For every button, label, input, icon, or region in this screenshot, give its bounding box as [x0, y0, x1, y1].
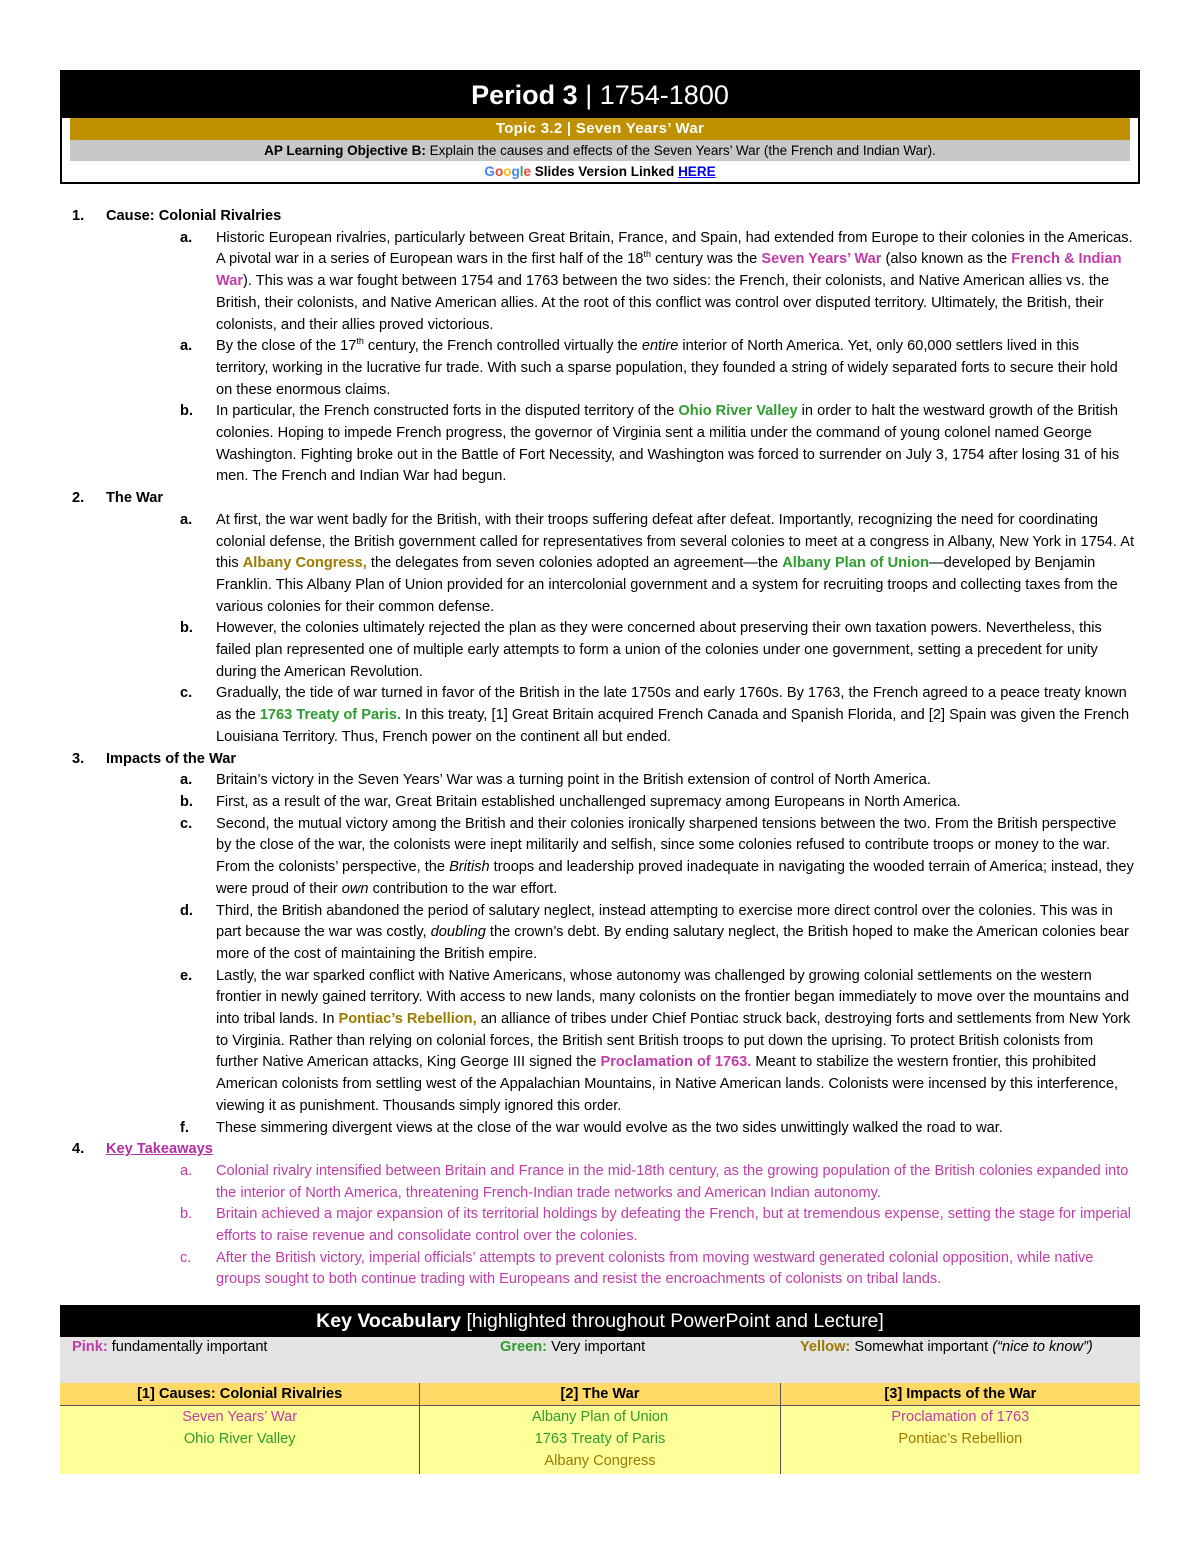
- item-text: ). This was a war fought between 1754 and 1763 between the two sides: the French, their colonists, and Native American allies vs. the British, their colonists, and Native American allies. At the root of this conflict was control over disputed territory. Ultimately, the British, their colonists, and their allies proved victorious.: [216, 273, 1110, 333]
- legend-green-text: Very important: [547, 1339, 646, 1355]
- list-item: [106, 228, 1134, 337]
- item-text: century was the: [651, 251, 762, 268]
- vocab-term: Albany Plan of Union: [531, 1409, 669, 1425]
- vocab-column-header: [3] Impacts of the War: [781, 1383, 1140, 1406]
- item-text: (also known as the: [881, 251, 1012, 268]
- key-term: Pontiac’s Rebellion,: [338, 1011, 477, 1028]
- list-item: [106, 1118, 1134, 1140]
- vocab-term: Albany Congress: [544, 1453, 656, 1469]
- vocab-column-1: [60, 1383, 420, 1474]
- key-vocabulary-table: [60, 1305, 1140, 1469]
- list-item: [106, 336, 1134, 401]
- list-item: [106, 401, 1134, 488]
- vocab-title-bold: Key Vocabulary: [316, 1310, 462, 1332]
- item-letter: f.: [180, 1119, 189, 1136]
- list-item: [106, 683, 1134, 748]
- item-text: These simmering divergent views at the close of the war would evolve as the two sides unwittingly walked the road to war.: [216, 1119, 1003, 1136]
- page-header: [60, 70, 1140, 184]
- item-text: century, the French controlled virtually the: [363, 338, 642, 355]
- title-separator: |: [585, 80, 593, 110]
- item-letter: b.: [180, 403, 193, 420]
- item-text: Lastly, the war sparked conflict with Native Americans, whose autonomy was challenged by growing colonial settlements on the western frontier in newly gained territory. With access to new lands, many colonists on the frontier began immediately to move over the mountains and into tribal lands. In: [216, 967, 1130, 1028]
- item-letter: d.: [180, 902, 193, 919]
- vocab-grid: [60, 1383, 1140, 1474]
- item-text: Colonial rivalry intensified between Britain and France in the mid-18th century, as the growing population of the British colonies expanded into the interior of North America, threatening French-Indian trade networks and American Indian autonomy.: [216, 1162, 1129, 1201]
- vocab-legend: [60, 1337, 1140, 1383]
- item-text: Gradually, the tide of war turned in favor of the British in the late 1750s and early 1760s. By 1763, the French agreed to a peace treaty known as the: [216, 685, 1127, 724]
- item-letter: b.: [180, 793, 193, 810]
- legend-yellow-note: (“nice to know”): [992, 1339, 1093, 1355]
- item-text: In this treaty, [1] Great Britain acquired French Canada and Spanish Florida, and [2] Spain was given the French Louisiana Territory. Thus, French power on the continent all but ended.: [216, 707, 1130, 745]
- vocab-term: Ohio River Valley: [183, 1431, 296, 1447]
- vocab-term: Proclamation of 1763: [891, 1409, 1030, 1425]
- topic-banner: Topic 3.2 | Seven Years’ War: [70, 118, 1130, 140]
- period-label: Period 3: [471, 80, 578, 110]
- vocab-column-2: [420, 1383, 780, 1474]
- legend-yellow-label: Yellow:: [800, 1339, 851, 1355]
- section-number: 2.: [72, 490, 85, 507]
- section-3: [66, 749, 1134, 1140]
- list-item: [106, 1161, 1134, 1204]
- item-text: entire: [641, 338, 679, 355]
- legend-pink: [60, 1337, 500, 1383]
- item-text: After the British victory, imperial officials’ attempts to prevent colonists from moving westward generated colonial opposition, while native groups sought to both continue trading with Europeans and resist the encroachments of colonists on tribal lands.: [216, 1249, 1094, 1288]
- list-item: [106, 901, 1134, 966]
- item-text: Third, the British abandoned the period of salutary neglect, instead attempting to exercise more direct control over the colonies. This was in part because the war was costly,: [216, 902, 1113, 941]
- vocab-term: Seven Years’ War: [182, 1409, 298, 1425]
- item-letter: a.: [180, 1162, 193, 1179]
- key-term: Seven Years’ War: [761, 251, 882, 268]
- slides-prefix: Slides Version Linked: [534, 164, 675, 179]
- outline-content: [66, 206, 1134, 1291]
- item-text: Second, the mutual victory among the British and their colonies ironically sharpened tensions between the two. From the British perspective by the close of the war, the colonists were inept militarily and selfish, since some colonies refused to contribute troops or money to the war. From the colonists’ perspective, the: [216, 815, 1117, 876]
- key-term: Ohio River Valley: [678, 403, 798, 420]
- legend-pink-text: fundamentally important: [107, 1339, 268, 1355]
- section-4: [66, 1139, 1134, 1291]
- section-title: Impacts of the War: [106, 750, 237, 767]
- item-text: Britain’s victory in the Seven Years’ War was a turning point in the British extension of control of North America.: [216, 772, 931, 789]
- list-item: [106, 792, 1134, 814]
- item-text: an alliance of tribes under Chief Pontiac struck back, destroying forts and settlements from New York to Virginia. Rather than relying on colonial forces, the British sent British troops to put down the uprising. To protect British colonists from further Native American attacks, King George III signed the: [216, 1011, 1131, 1071]
- item-letter: e.: [180, 967, 193, 984]
- section-number: 4.: [72, 1141, 85, 1158]
- item-letter: c.: [180, 815, 193, 832]
- objective-label: AP Learning Objective B:: [264, 143, 426, 158]
- key-term: Albany Plan of Union: [782, 555, 929, 572]
- item-letter: a.: [180, 229, 193, 246]
- item-text: contribution to the war effort.: [368, 880, 558, 897]
- section-title: Cause: Colonial Rivalries: [106, 208, 282, 224]
- item-text: However, the colonies ultimately rejected the plan as they were concerned about preserving their own taxation powers. Nevertheless, this failed plan represented one of multiple early attempts to form a union of the colonies under one government, setting a precedent for unity during the American Revolution.: [216, 620, 1102, 680]
- vocab-column-header: [2] The War: [420, 1383, 779, 1406]
- section-title: The War: [106, 490, 164, 507]
- section-2: [66, 488, 1134, 748]
- item-text: At first, the war went badly for the British, with their troops suffering defeat after defeat. Importantly, recognizing the need for coordinating colonial defense, the British government called for representatives from several colonies to meet at a congress in Albany, New York in 1754. At this: [216, 511, 1135, 572]
- list-item: [106, 618, 1134, 683]
- item-text: Historic European rivalries, particularly between Great Britain, France, and Spain, had extended from Europe to their colonies in the Americas. A pivotal war in a series of European wars in the first half of the 18: [216, 229, 1133, 268]
- item-text: th: [643, 249, 652, 260]
- key-term: Proclamation of 1763.: [600, 1054, 752, 1071]
- list-item: [106, 770, 1134, 792]
- item-text: doubling: [430, 924, 486, 941]
- vocab-term: 1763 Treaty of Paris: [534, 1431, 666, 1447]
- vocab-column-header: [1] Causes: Colonial Rivalries: [60, 1383, 419, 1406]
- section-title[interactable]: Key Takeaways: [106, 1141, 213, 1158]
- key-term: 1763 Treaty of Paris.: [259, 707, 401, 724]
- period-years: 1754-1800: [599, 80, 729, 110]
- list-item: [106, 1248, 1134, 1291]
- learning-objective: [70, 140, 1130, 161]
- item-text: in order to halt the westward growth of the British colonies. Hoping to impede French progress, the governor of Virginia sent a militia under the command of young colonel named George Washington. Fighting broke out in the Battle of Fort Necessity, and Washington was forced to surrender on July 3, 1754 after losing 31 of his men. The French and Indian War had begun.: [216, 403, 1120, 485]
- vocab-title-rest: [highlighted throughout PowerPoint and Lecture]: [461, 1310, 884, 1332]
- item-letter: a.: [180, 511, 193, 528]
- slides-here-link[interactable]: HERE: [678, 164, 716, 179]
- legend-yellow: [800, 1337, 1140, 1383]
- item-letter: c.: [180, 1249, 192, 1266]
- item-text: First, as a result of the war, Great Britain established unchallenged supremacy among Europeans in North America.: [216, 793, 961, 810]
- item-text: troops and leadership proved inadequate in navigating the wooded terrain of America; instead, they were proud of their: [216, 859, 1134, 897]
- key-term: French & Indian War: [216, 251, 1122, 290]
- vocab-column-3: [781, 1383, 1140, 1474]
- list-item: [106, 814, 1134, 901]
- section-number: 3.: [72, 750, 85, 767]
- section-number: 1.: [72, 208, 85, 224]
- item-letter: c.: [180, 685, 193, 702]
- item-letter: a.: [180, 338, 193, 355]
- vocab-title: [60, 1305, 1140, 1337]
- legend-pink-label: Pink:: [72, 1339, 108, 1355]
- list-item: [106, 1204, 1134, 1247]
- item-text: Britain achieved a major expansion of its territorial holdings by defeating the French, but at tremendous expense, setting the stage for imperial efforts to raise revenue and consolidate control over the colonies.: [216, 1206, 1132, 1245]
- key-term: Albany Congress,: [242, 555, 367, 572]
- item-text: interior of North America. Yet, only 60,000 settlers lived in this territory, working in the lucrative fur trade. With such a sparse population, they founded a string of widely separated forts to secure their hold on these enormous claims.: [216, 338, 1118, 398]
- legend-green: [500, 1337, 800, 1383]
- list-item: [106, 510, 1134, 619]
- period-title: [62, 72, 1138, 118]
- item-letter: a.: [180, 772, 193, 789]
- item-text: —developed by Benjamin Franklin. This Albany Plan of Union provided for an intercolonial government and a system for recruiting troops and collecting taxes from the various colonies for their common defense.: [216, 555, 1118, 615]
- item-text: By the close of the 17: [216, 338, 357, 355]
- list-item: [106, 966, 1134, 1118]
- legend-green-label: Green:: [500, 1339, 548, 1355]
- item-text: In particular, the French constructed forts in the disputed territory of the: [216, 403, 679, 420]
- item-text: the crown’s debt. By ending salutary neglect, the British hoped to make the American colonies bear more of the cost of maintaining the British empire.: [216, 924, 1129, 962]
- objective-text: Explain the causes and effects of the Seven Years’ War (the French and Indian War).: [425, 143, 936, 158]
- section-1: [66, 206, 1134, 488]
- item-text: th: [356, 336, 364, 347]
- item-text: Meant to stabilize the western frontier, this prohibited American colonists from settling west of the Appalachian Mountains, in Native American lands. Colonists were incensed by this interference, viewing it as punishment. Thousands simply ignored this order.: [216, 1054, 1119, 1114]
- slides-link-line: [62, 161, 1138, 182]
- google-logo-icon: Google: [484, 164, 531, 179]
- item-letter: b.: [180, 1206, 193, 1223]
- item-text: British: [449, 859, 490, 876]
- vocab-term: Pontiac’s Rebellion: [898, 1431, 1023, 1447]
- item-letter: b.: [180, 620, 193, 637]
- item-text: the delegates from seven colonies adopted an agreement—the: [366, 555, 783, 572]
- item-text: own: [341, 880, 369, 897]
- legend-yellow-text: Somewhat important: [850, 1339, 993, 1355]
